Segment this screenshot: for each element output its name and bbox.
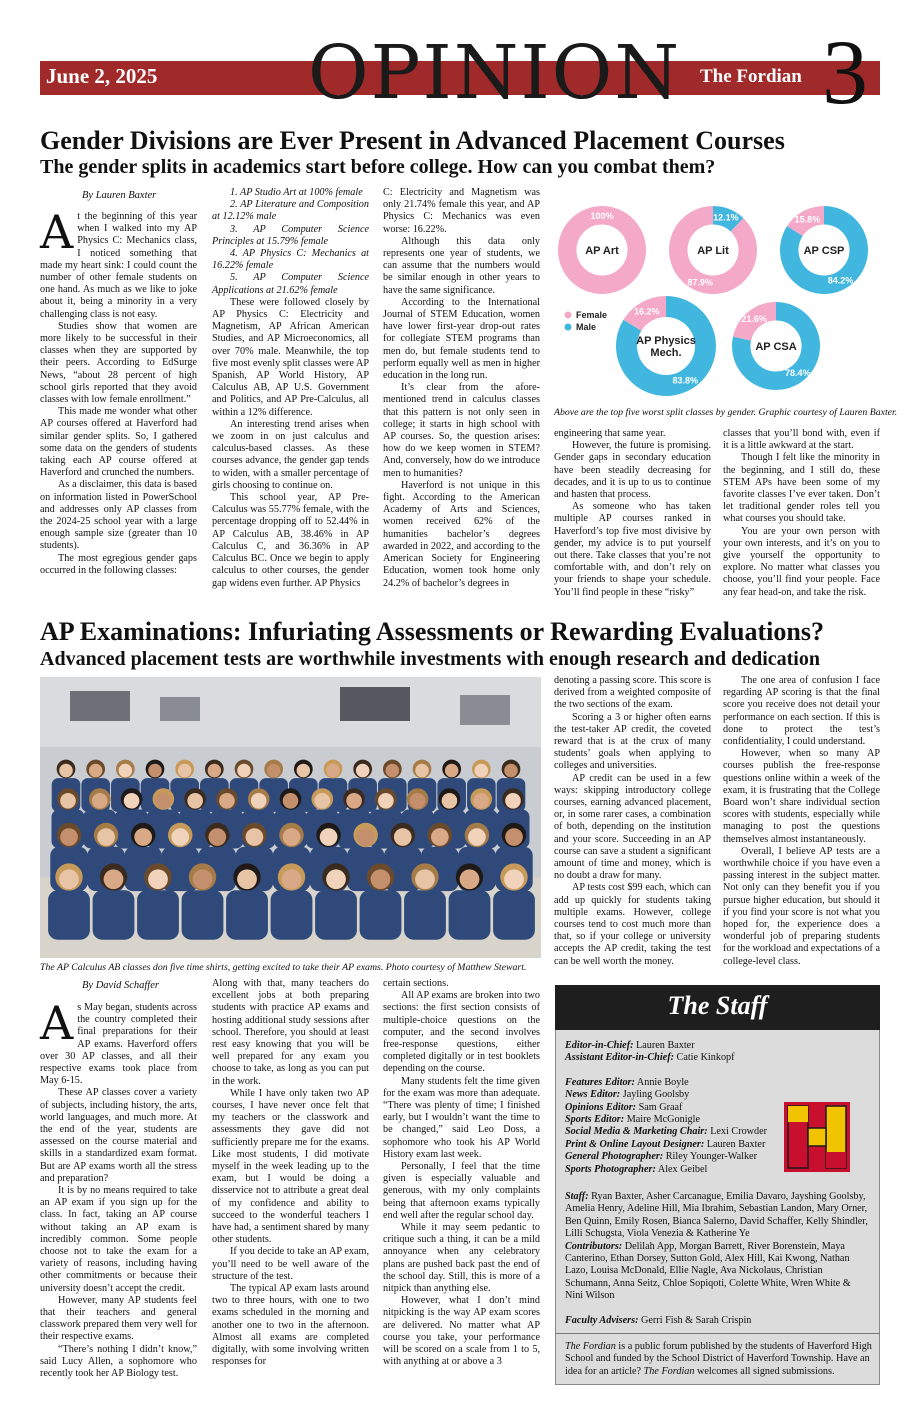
article2-dropcap: A — [40, 996, 74, 1050]
student-face — [104, 869, 124, 889]
article2-col2 — [212, 978, 369, 1369]
paragraph: “There’s nothing I didn’t know,” said Lucy Allen, a sophomore who recently took her AP Biology test. — [40, 1343, 197, 1380]
list-item: 4. AP Physics C: Mechanics at 16.22% female — [212, 248, 369, 272]
paragraph: However, the future is promising. Gender gaps in secondary education have been steadily decreasing for decades, and it is up to us to continue and hasten that process. — [554, 440, 711, 501]
student-face — [504, 764, 518, 778]
contributors: Contributors: Delilah App, Morgan Barrett, River Borenstein, Maya Canterino, Ethan Dorsey, Sutton Gold, Alex Hill, Kai Kwong, Nathan Lazo, Louisa McDonald, Ellie Nagle, Ava Nickolaus, Christian Schumann, Anna Seitz, Chloe Sopiqoti, Colette White, Wren White & Nini Wilson — [565, 1240, 851, 1302]
donut-label: AP Lit — [697, 245, 729, 257]
paragraph: However, what I don’t mind nitpicking is the way AP exam scores are delivered. No matter what AP course you take, your performance will be scored on a scale from 1 to 5, with anything at or above a 3 — [383, 1295, 540, 1368]
student-face — [148, 764, 162, 778]
student-face — [445, 764, 459, 778]
article1-dropcap: A — [40, 205, 74, 259]
donut-label: AP CSP — [803, 245, 845, 257]
paragraph: These were followed closely by AP Physics C: Electricity and Magnetism, AP African American Studies, and AP Microeconomics, all over 70% male. Meanwhile, the top five most evenly split classes were AP Spanish, AP World History, AP Calculus AB, AP U.S. Government and Politics, and AP Pre-Calculus, all within a 12% difference. — [212, 296, 369, 418]
student-face — [208, 764, 222, 778]
article1-col2 — [212, 187, 369, 590]
article2-headline: AP Examinations: Infuriating Assessments or Rewarding Evaluations? — [40, 617, 824, 646]
student-face — [219, 793, 235, 809]
page-number: 3 — [822, 21, 868, 123]
student-shirt — [449, 890, 491, 939]
paragraph: You are your own person with your own interests, and it’s on you to give yourself the opportunity to explore. No matter what classes you choose, you’ll find your people. Face any fear head-on, and take the risk. — [723, 525, 880, 598]
paragraph: This made me wonder what other AP courses offered at Haverford had similar gender splits. So, I gathered some data on the genders of students taking each AP course offered at Haverford and crunched the numbers. — [40, 406, 197, 479]
donut-ap-csp — [789, 214, 859, 285]
paragraph: It is by no means required to take an AP exam if you sign up for the class. In fact, taking an AP course without taking an AP exam is incredibly common. Some people choose not to take the exam for a variety of reasons, including having other commitments or because their university doesn’t accept the credit. — [40, 1185, 197, 1294]
student-shirt — [493, 890, 535, 939]
photo-caption: The AP Calculus AB classes don five time shirts, getting excited to take their AP exams. Photo courtesy of Matthew Stewart. — [40, 962, 527, 973]
student-face — [283, 793, 299, 809]
student-face — [431, 828, 449, 846]
student-shirt — [404, 890, 446, 939]
list-item: 2. AP Literature and Composition at 12.12% male — [212, 199, 369, 223]
student-face — [59, 764, 73, 778]
student-face — [378, 793, 394, 809]
donut-label: AP Physics — [636, 335, 696, 347]
chart-caption: Above are the top five worst split classes by gender. Graphic courtesy of Lauren Baxter. — [554, 407, 898, 418]
paragraph: engineering that same year. — [554, 428, 666, 439]
student-face — [282, 869, 302, 889]
student-face — [187, 793, 203, 809]
staff-divider — [555, 1333, 880, 1334]
student-face — [410, 793, 426, 809]
faculty-advisers: Faculty Advisers: Gerri Fish & Sarah Crispin — [565, 1314, 752, 1326]
staff-title: The Staff — [667, 991, 768, 1020]
article1-headline: Gender Divisions are Ever Present in Advanced Placement Courses — [40, 126, 785, 155]
student-shirt — [137, 890, 179, 939]
student-face — [346, 793, 362, 809]
chart-legend — [565, 310, 608, 332]
staff-list — [565, 1191, 870, 1327]
female-percent-label: 21.6% — [741, 313, 767, 324]
paragraph: AP credit can be used in a few ways: skipping introductory college courses, earning advanced placement, or, in some rarer cases, a combination of both, depending on the institution and your score. Succeeding in an AP course can save a student a significant amount of time and money, which is no doubt a draw for many. — [554, 772, 711, 882]
male-percent-label: 84.2% — [827, 275, 854, 286]
staff-footer: The Fordian is a public forum published by the students of Haverford High School and funded by the School District of Haverford Township. Have an idea for an article? The Fordian welcomes all signed submissions. — [565, 1341, 872, 1377]
male-percent-label: 12.1% — [713, 212, 739, 223]
staff-line: Assistant Editor-in-Chief: Catie Kinkopf — [565, 1052, 735, 1064]
student-face — [468, 828, 486, 846]
paragraph: An interesting trend arises when we zoom in on just calculus and calculus-based classes. As these courses advance, the gender gap tends to widen, with a smaller percentage of girls choosing to continue on. — [212, 418, 369, 491]
staff-line: General Photographer: Riley Younger-Walker — [565, 1151, 757, 1163]
student-face — [326, 764, 340, 778]
student-face — [60, 828, 78, 846]
student-face — [460, 869, 480, 889]
donut-ap-lit — [678, 213, 748, 288]
student-shirt — [271, 890, 313, 939]
paragraph: The one area of confusion I face regarding AP scoring is that the final score you receive does not detail your performance on each section. If this is done to protect the test’s confidentiality, I could understand. — [723, 675, 880, 748]
article1-col3 — [383, 187, 540, 590]
male-percent-label: 78.4% — [785, 368, 811, 379]
paragraph: As someone who has taken multiple AP courses ranked in Haverford’s top five most divisive by gender, my advice is to put yourself out there. Take classes that you’re not comfortable with, and don’t rely on your friends to shape your schedule. You’ll find people in these “risky” — [554, 501, 711, 598]
student-shirt — [315, 890, 357, 939]
paragraph: Personally, I feel that the time given is especially valuable and generous, with my only complaints being that afternoon exams typically end well after the regular school day. — [383, 1161, 540, 1221]
article2-top-col2 — [723, 675, 880, 968]
student-face — [505, 793, 521, 809]
paragraph: denoting a passing score. This score is derived from a weighted composite of the two sections of the exam. — [554, 675, 711, 711]
student-shirt — [93, 890, 135, 939]
staff-editors — [565, 1040, 785, 1176]
paragraph: Though I felt like the minority in the beginning, and I still do, these STEM APs have been some of my favorite classes I’ve ever taken. Don’t let traditional gender roles tell you what courses you should take. — [723, 452, 880, 525]
student-shirt — [360, 890, 402, 939]
student-face — [89, 764, 103, 778]
student-face — [394, 828, 412, 846]
paragraph: While it may seem pedantic to critique such a thing, it can be a mild annoyance when any celebratory plans are pushed back past the end of the school day. Still, this is more of a nitpick than anything else. — [383, 1222, 540, 1295]
paragraph: It’s clear from the afore-mentioned trend in calculus classes that this pattern is not only seen in college; it starts in high school with AP courses. So, the question arises: how do we keep women in STEM? And, conversely, how do we introduce men to humanities? — [383, 382, 540, 479]
article2-col3 — [383, 978, 540, 1369]
student-face — [326, 869, 346, 889]
student-face — [148, 869, 168, 889]
article1-subhead: The gender splits in academics start before college. How can you combat them? — [40, 156, 716, 178]
student-face — [475, 764, 489, 778]
student-face — [505, 828, 523, 846]
student-face — [504, 869, 524, 889]
donut-label: AP Art — [585, 245, 619, 257]
article1-byline: By Lauren Baxter — [82, 190, 157, 201]
paragraph: s May began, students across the country completed their final preparations for their AP exams. Haverford offers over 30 AP classes, and all their respective exams took place from May 6-15. — [40, 1002, 197, 1087]
staff-line: Print & Online Layout Designer: Lauren Baxter — [565, 1138, 766, 1150]
staff-line: Opinions Editor: Sam Graaf — [565, 1101, 683, 1113]
staff-line: Sports Photographer: Alex Geibel — [565, 1163, 708, 1175]
article1-col1 — [40, 205, 197, 577]
student-face — [124, 793, 140, 809]
student-face — [60, 793, 76, 809]
legend-label: Male — [576, 322, 597, 332]
paragraph: classes that you’ll bond with, even if it is a little awkward at the start. — [723, 428, 880, 452]
paragraph: C: Electricity and Magnetism was only 21.74% female this year, and AP Physics C: Mechanics was even worse: 16.22%. — [383, 187, 540, 235]
student-face — [59, 869, 79, 889]
legend-swatch — [565, 324, 572, 331]
paragraph: The most egregious gender gaps occurred in the following classes: — [40, 552, 197, 576]
student-shirt — [182, 890, 224, 939]
article2-top-col1 — [554, 675, 711, 968]
article2-byline: By David Schaffer — [82, 980, 159, 991]
student-face — [297, 764, 311, 778]
male-percent-label: 83.8% — [672, 375, 699, 386]
staff-line: Editor-in-Chief: Lauren Baxter — [565, 1040, 695, 1051]
paragraph: However, many AP students feel that their teachers and general classwork prepared them very well for their respective exams. — [40, 1294, 197, 1343]
student-face — [473, 793, 489, 809]
legend-swatch — [565, 312, 572, 319]
paragraph: As a disclaimer, this data is based on information listed in PowerSchool and addresses only AP classes from the 2024-25 school year with a large enough sample size (greater than 10 students). — [40, 479, 197, 552]
student-face — [97, 828, 115, 846]
staff-members: Staff: Ryan Baxter, Asher Carcanague, Emilia Davaro, Jayshing Goolsby, Amelia Henry, Adeline Hill, Mia Ibrahim, Sebastian Landon, Mary Orner, Ben Quinn, Emily Rosen, Bianca Salerno, David Schaffer, Kelly Shindler, Lilli Schugsta, Viola Venezia & Katherine Ye — [565, 1191, 868, 1240]
paragraph: Many students felt the time given for the exam was more than adequate. “There was plenty of time; I finished early, but I wouldn’t want the time to be changed,” said Leo Doss, a sophomore who took his AP World History exam last week. — [383, 1075, 540, 1160]
paragraph: Along with that, many teachers do excellent jobs at both preparing students with practice AP exams and hosting additional study sessions after school. Therefore, you should at least rest easy knowing that you will be well prepared for any exam you choose to take, as long as you can put in the work. — [212, 978, 369, 1087]
student-face — [251, 793, 267, 809]
student-face — [415, 764, 429, 778]
student-face — [314, 793, 330, 809]
student-face — [371, 869, 391, 889]
donut-label: Mech. — [650, 347, 682, 359]
paragraph: This school year, AP Pre-Calculus was 55.77% female, with the percentage dropping off to 52.44% in AP Calculus AB, 38.46% in AP Calculus C, and 36.36% in AP Calculus BC. Once we begin to apply calculus to other courses, the gender gap widens even further. AP Physics — [212, 492, 369, 589]
paragraph: The typical AP exam lasts around two to three hours, with one to two exams scheduled in the morning and another one to two in the afternoon. Almost all exams are completed digitally, with some involving written responses for — [212, 1283, 369, 1368]
student-face — [357, 828, 375, 846]
student-face — [442, 793, 458, 809]
article1-col5 — [723, 428, 880, 599]
student-face — [415, 869, 435, 889]
paragraph: However, when so many AP courses publish the free-response questions online within a week of the exam, it is frustrating that the College Board won’t share individual section scores with students, especially while managing to post the questions themselves almost instantaneously. — [723, 748, 880, 845]
chart-svg — [554, 196, 880, 404]
student-face — [134, 828, 152, 846]
female-percent-label: 100% — [590, 211, 614, 222]
gender-split-chart — [554, 196, 880, 404]
student-face — [283, 828, 301, 846]
staff-line: News Editor: Jayling Goolsby — [565, 1089, 690, 1101]
staff-line: Social Media & Marketing Chair: Lexi Crowder — [565, 1126, 768, 1138]
article2-subhead: Advanced placement tests are worthwhile investments with enough research and dedication — [40, 648, 820, 670]
student-face — [267, 764, 281, 778]
student-face — [171, 828, 189, 846]
list-item: 3. AP Computer Science Principles at 15.79% female — [212, 223, 369, 247]
female-percent-label: 16.2% — [633, 306, 660, 317]
class-photo — [40, 677, 541, 958]
paragraph: All AP exams are broken into two sections: the first section consists of multiple-choice questions on the computer, and the second involves free-response questions, either completed digitally or in test booklets depending on the course. — [383, 990, 540, 1075]
legend-label: Female — [576, 310, 608, 320]
list-item: 1. AP Studio Art at 100% female — [230, 187, 363, 198]
paragraph: According to the International Journal of STEM Education, women have lower first-year drop-out rates for collegiate STEM programs than men do, but female students tend to perform equally well as men in higher education in the long run. — [383, 296, 540, 382]
student-shirt — [48, 890, 90, 939]
student-face — [156, 793, 172, 809]
paragraph: t the beginning of this year when I walked into my AP Physics C: Mechanics class, I noticed something that made my heart sink: I could count the number of other female students on one hand. As much as we like to joke about it, being a minority in a very challenging class is not easy. — [40, 211, 197, 320]
student-face — [92, 793, 108, 809]
donut-ap-csa — [741, 311, 811, 381]
paragraph: certain sections. — [383, 978, 449, 989]
donut-label: AP CSA — [755, 341, 797, 353]
article1-col4 — [554, 428, 711, 599]
female-percent-label: 87.9% — [687, 277, 713, 288]
section-title: OPINION — [308, 30, 682, 116]
paragraph: Studies show that women are more likely to be successful in their classes when they are supported by their peers. According to EdSurge News, “about 28 percent of high school girls reported that they avoid classes with low female enrollment.” — [40, 320, 197, 406]
staff-line: Features Editor: Annie Boyle — [565, 1076, 689, 1088]
paper-name: The Fordian — [700, 66, 802, 87]
student-face — [237, 869, 257, 889]
student-face — [237, 764, 251, 778]
donut-ap-art — [567, 211, 637, 285]
student-face — [320, 828, 338, 846]
staff-line: Sports Editor: Maire McGonigle — [565, 1114, 700, 1126]
paragraph: Overall, I believe AP tests are a worthwhile choice if you have even a passing interest in the subject matter. Not only can they benefit you if you pursue higher education, but should it if you find your score is not what you hoped for, the experience does a wonderful job of preparing students for the workload and expectations of a college-level class. — [723, 845, 880, 967]
student-face — [178, 764, 192, 778]
student-face — [386, 764, 400, 778]
paragraph: While I have only taken two AP courses, I have never once felt that my teachers or the classwork and assessments they gave did not sufficiently prepare me for the exams. Like most students, I did motivate myself in the week leading up to the exam, but I would be doing a disservice not to attribute a great deal of my confidence and ability to succeed to the wonderful teachers I have had, a sentiment shared by many other students. — [212, 1087, 369, 1246]
female-percent-label: 15.8% — [794, 214, 821, 225]
list-item: 5. AP Computer Science Applications at 21.62% female — [212, 272, 369, 296]
student-face — [119, 764, 133, 778]
haverford-h-logo — [784, 1102, 850, 1172]
paragraph: These AP classes cover a variety of subjects, including history, the arts, world languages, and much more. At the end of the year, students are assessed on the course material and skills in a standardized exam format. But are AP exams worth all the stress and preparation? — [40, 1087, 197, 1184]
paragraph: If you decide to take an AP exam, you’ll need to be well aware of the structure of the test. — [212, 1246, 369, 1282]
issue-date: June 2, 2025 — [46, 64, 158, 88]
photo-illustration — [40, 677, 541, 958]
student-face — [208, 828, 226, 846]
donut-ap-physics-mech- — [627, 307, 706, 386]
article2-col1 — [40, 996, 197, 1380]
paragraph: AP tests cost $99 each, which can add up quickly for students taking multiple exams. However, college courses tend to cost much more than that, so if your college or university accepts the AP credit, taking the test can be well worth the money. — [554, 882, 711, 967]
paragraph: Haverford is not unique in this fight. According to the American Academy of Arts and Sciences, women received 62% of the humanities bachelor’s degrees awarded in 2022, and according to the American Society for Engineering Education, women took home only 24.2% of bachelor’s degrees in — [383, 479, 540, 589]
student-face — [246, 828, 264, 846]
student-shirt — [226, 890, 268, 939]
student-face — [356, 764, 370, 778]
paragraph: Although this data only represents one year of students, we can assume that the numbers would be similar enough in other years to have the same significance. — [383, 235, 540, 296]
paragraph: Scoring a 3 or higher often earns the test-taker AP credit, the coveted reward that is at the crux of many students’ goals when applying to colleges and universities. — [554, 711, 711, 772]
student-face — [193, 869, 213, 889]
